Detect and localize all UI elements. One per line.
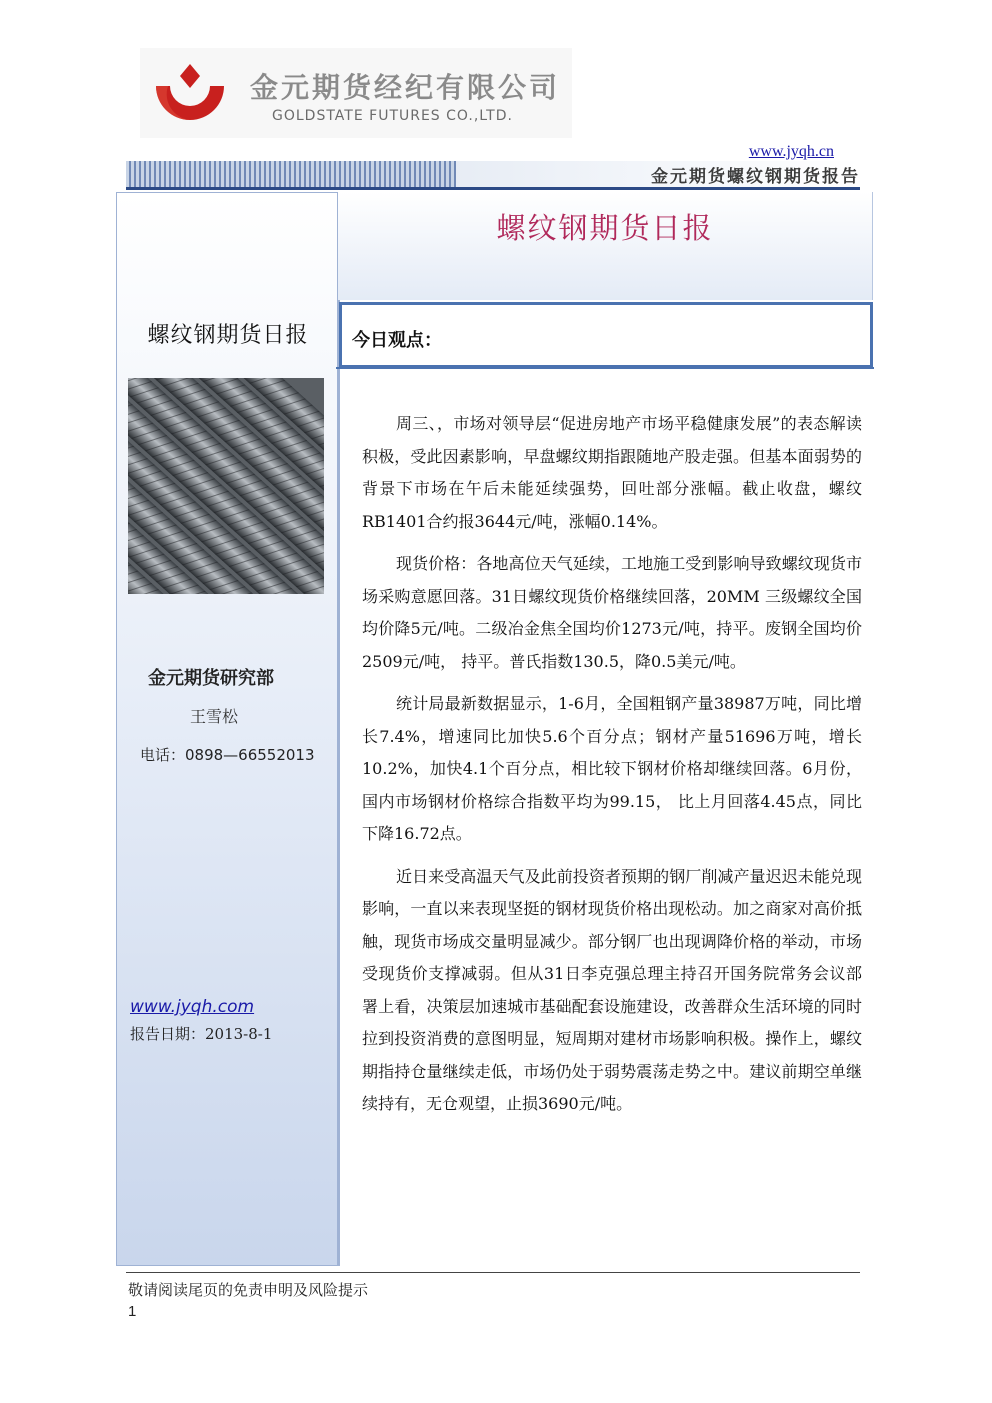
section-divider bbox=[336, 367, 874, 369]
logo-company-name-en: GOLDSTATE FUTURES CO.,LTD. bbox=[272, 108, 513, 124]
document-title: 螺纹钢期货日报 bbox=[496, 211, 714, 245]
report-body bbox=[362, 408, 862, 1131]
paragraph-market-summary: 周三、，市场对领导层“促进房地产市场平稳健康发展”的表态解读积极，受此因素影响，早盘螺纹期指跟随地产股走强。但基本面弱势的背景下市场在午后未能延续强势，回吐部分涨幅。截止收盘，螺纹 RB1401合约报3644元/吨，涨幅0.14%。 bbox=[362, 414, 862, 531]
footer-divider bbox=[126, 1272, 860, 1273]
rebar-photo bbox=[128, 378, 324, 594]
company-logo-icon bbox=[150, 58, 230, 138]
report-date: 报告日期：2013-8-1 bbox=[130, 1025, 273, 1043]
disclaimer-note: 敬请阅读尾页的免责申明及风险提示 bbox=[128, 1281, 369, 1299]
paragraph-spot-price: 现货价格：各地高位天气延续，工地施工受到影响导致螺纹现货市场采购意愿回落。31日螺纹现货价格继续回落，20MM 三级螺纹全国均价降5元/吨。二级冶金焦全国均价1273元/吨，持平。废钢全国均价2509元/吨， 持平。普氏指数130.5，降0.5美元/吨。 bbox=[362, 554, 862, 671]
today-view-heading: 今日观点： bbox=[352, 330, 442, 351]
website-link-sidebar[interactable]: www.jyqh.com bbox=[130, 997, 255, 1017]
author-name: 王雪松 bbox=[190, 707, 239, 726]
logo-company-name-cn: 金元期货经纪有限公司 bbox=[250, 71, 561, 104]
sidebar-title: 螺纹钢期货日报 bbox=[147, 323, 309, 348]
research-department: 金元期货研究部 bbox=[148, 668, 274, 689]
report-series-title: 金元期货螺纹钢期货报告 bbox=[651, 167, 860, 187]
website-link-top[interactable]: www.jyqh.cn bbox=[748, 143, 834, 160]
contact-phone: 电话：0898—66552013 bbox=[140, 746, 315, 764]
paragraph-statistics: 统计局最新数据显示，1-6月，全国粗钢产量38987万吨，同比增长7.4%，增速同比加快5.6个百分点；钢材产量51696万吨，增长10.2%，加快4.1个百分点，相比较下钢材价格却继续回落。6月份，国内市场钢材价格综合指数平均为99.15， 比上月回落4.45点，同比下降16.72点。 bbox=[362, 694, 862, 843]
page-number: 1 bbox=[128, 1303, 137, 1320]
company-logo bbox=[140, 48, 572, 138]
sidebar-panel bbox=[116, 192, 340, 1266]
paragraph-outlook: 近日来受高温天气及此前投资者预期的钢厂削减产量迟迟未能兑现影响，一直以来表现坚挺的钢材现货价格出现松动。加之商家对高价抵触，现货市场成交量明显减少。部分钢厂也出现调降价格的举动，市场受现货价支撑减弱。但从31日李克强总理主持召开国务院常务会议部署上看，决策层加速城市基础配套设施建设，改善群众生活环境的同时拉到投资消费的意图明显，短周期对建材市场影响积极。操作上，螺纹期指持仓量继续走低，市场仍处于弱势震荡走势之中。建议前期空单继续持有，无仓观望，止损3690元/吨。 bbox=[362, 866, 862, 1113]
